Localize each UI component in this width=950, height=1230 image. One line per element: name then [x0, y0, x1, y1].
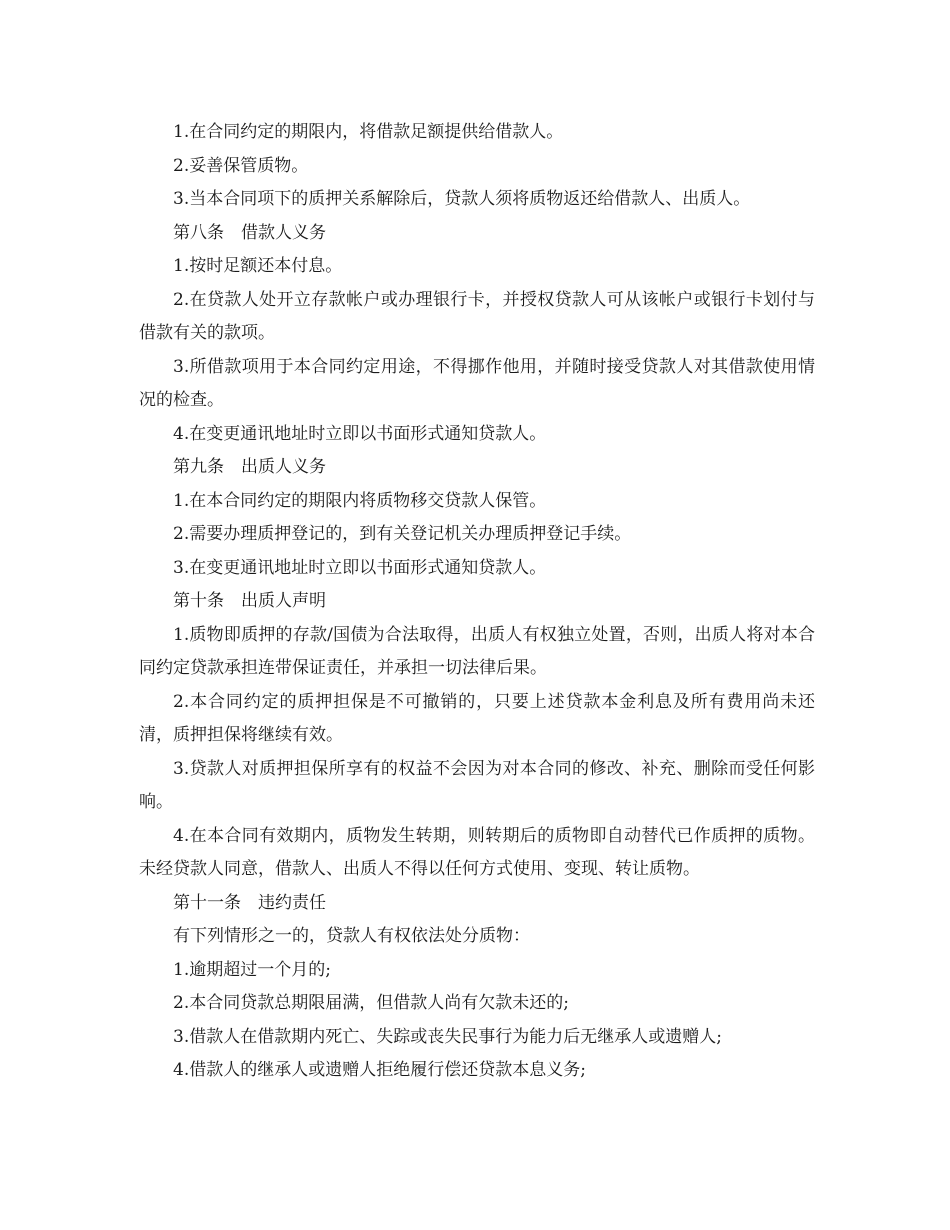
- paragraph: 3.当本合同项下的质押关系解除后，贷款人须将质物返还给借款人、出质人。: [173, 189, 751, 209]
- paragraph: 1.在合同约定的期限内，将借款足额提供给借款人。: [173, 122, 564, 142]
- paragraph: 2.在贷款人处开立存款帐户或办理银行卡，并授权贷款人可从该帐户或银行卡划付与借款有关的款项。: [139, 289, 815, 343]
- article-heading: 第十条 出质人声明: [173, 591, 326, 611]
- paragraph: 1.按时足额还本付息。: [173, 256, 343, 276]
- paragraph: 1.逾期超过一个月的;: [173, 959, 331, 980]
- paragraph: 3.借款人在借款期内死亡、失踪或丧失民事行为能力后无继承人或遗赠人;: [173, 1026, 722, 1047]
- paragraph: 2.妥善保管质物。: [173, 155, 309, 176]
- paragraph: 4.借款人的继承人或遗赠人拒绝履行偿还贷款本息义务;: [173, 1060, 586, 1080]
- paragraph: 4.在变更通讯地址时立即以书面形式通知贷款人。: [173, 423, 547, 444]
- paragraph: 1.在本合同约定的期限内将质物移交贷款人保管。: [173, 490, 547, 511]
- paragraph: 3.贷款人对质押担保所享有的权益不会因为对本合同的修改、补充、删除而受任何影响。: [139, 758, 815, 812]
- paragraph: 2.需要办理质押登记的，到有关登记机关办理质押登记手续。: [173, 524, 632, 544]
- paragraph: 有下列情形之一的，贷款人有权依法处分质物：: [173, 926, 530, 946]
- article-heading: 第八条 借款人义务: [173, 222, 326, 243]
- paragraph: 1.质物即质押的存款/国债为合法取得，出质人有权独立处置，否则，出质人将对本合同约定贷款承担连带保证责任，并承担一切法律后果。: [139, 624, 815, 678]
- paragraph: 4.在本合同有效期内，质物发生转期，则转期后的质物即自动替代已作质押的质物。未经贷款人同意，借款人、出质人不得以任何方式使用、变现、转让质物。: [139, 825, 815, 879]
- article-heading: 第九条 出质人义务: [173, 457, 326, 477]
- paragraph: 2.本合同贷款总期限届满，但借款人尚有欠款未还的;: [173, 993, 569, 1013]
- document-body: [139, 116, 815, 1088]
- paragraph: 3.所借款项用于本合同约定用途，不得挪作他用，并随时接受贷款人对其借款使用情况的检查。: [139, 356, 815, 410]
- article-heading: 第十一条 违约责任: [173, 892, 326, 913]
- paragraph: 2.本合同约定的质押担保是不可撤销的，只要上述贷款本金利息及所有费用尚未还清，质押担保将继续有效。: [139, 691, 815, 745]
- paragraph: 3.在变更通讯地址时立即以书面形式通知贷款人。: [173, 557, 547, 578]
